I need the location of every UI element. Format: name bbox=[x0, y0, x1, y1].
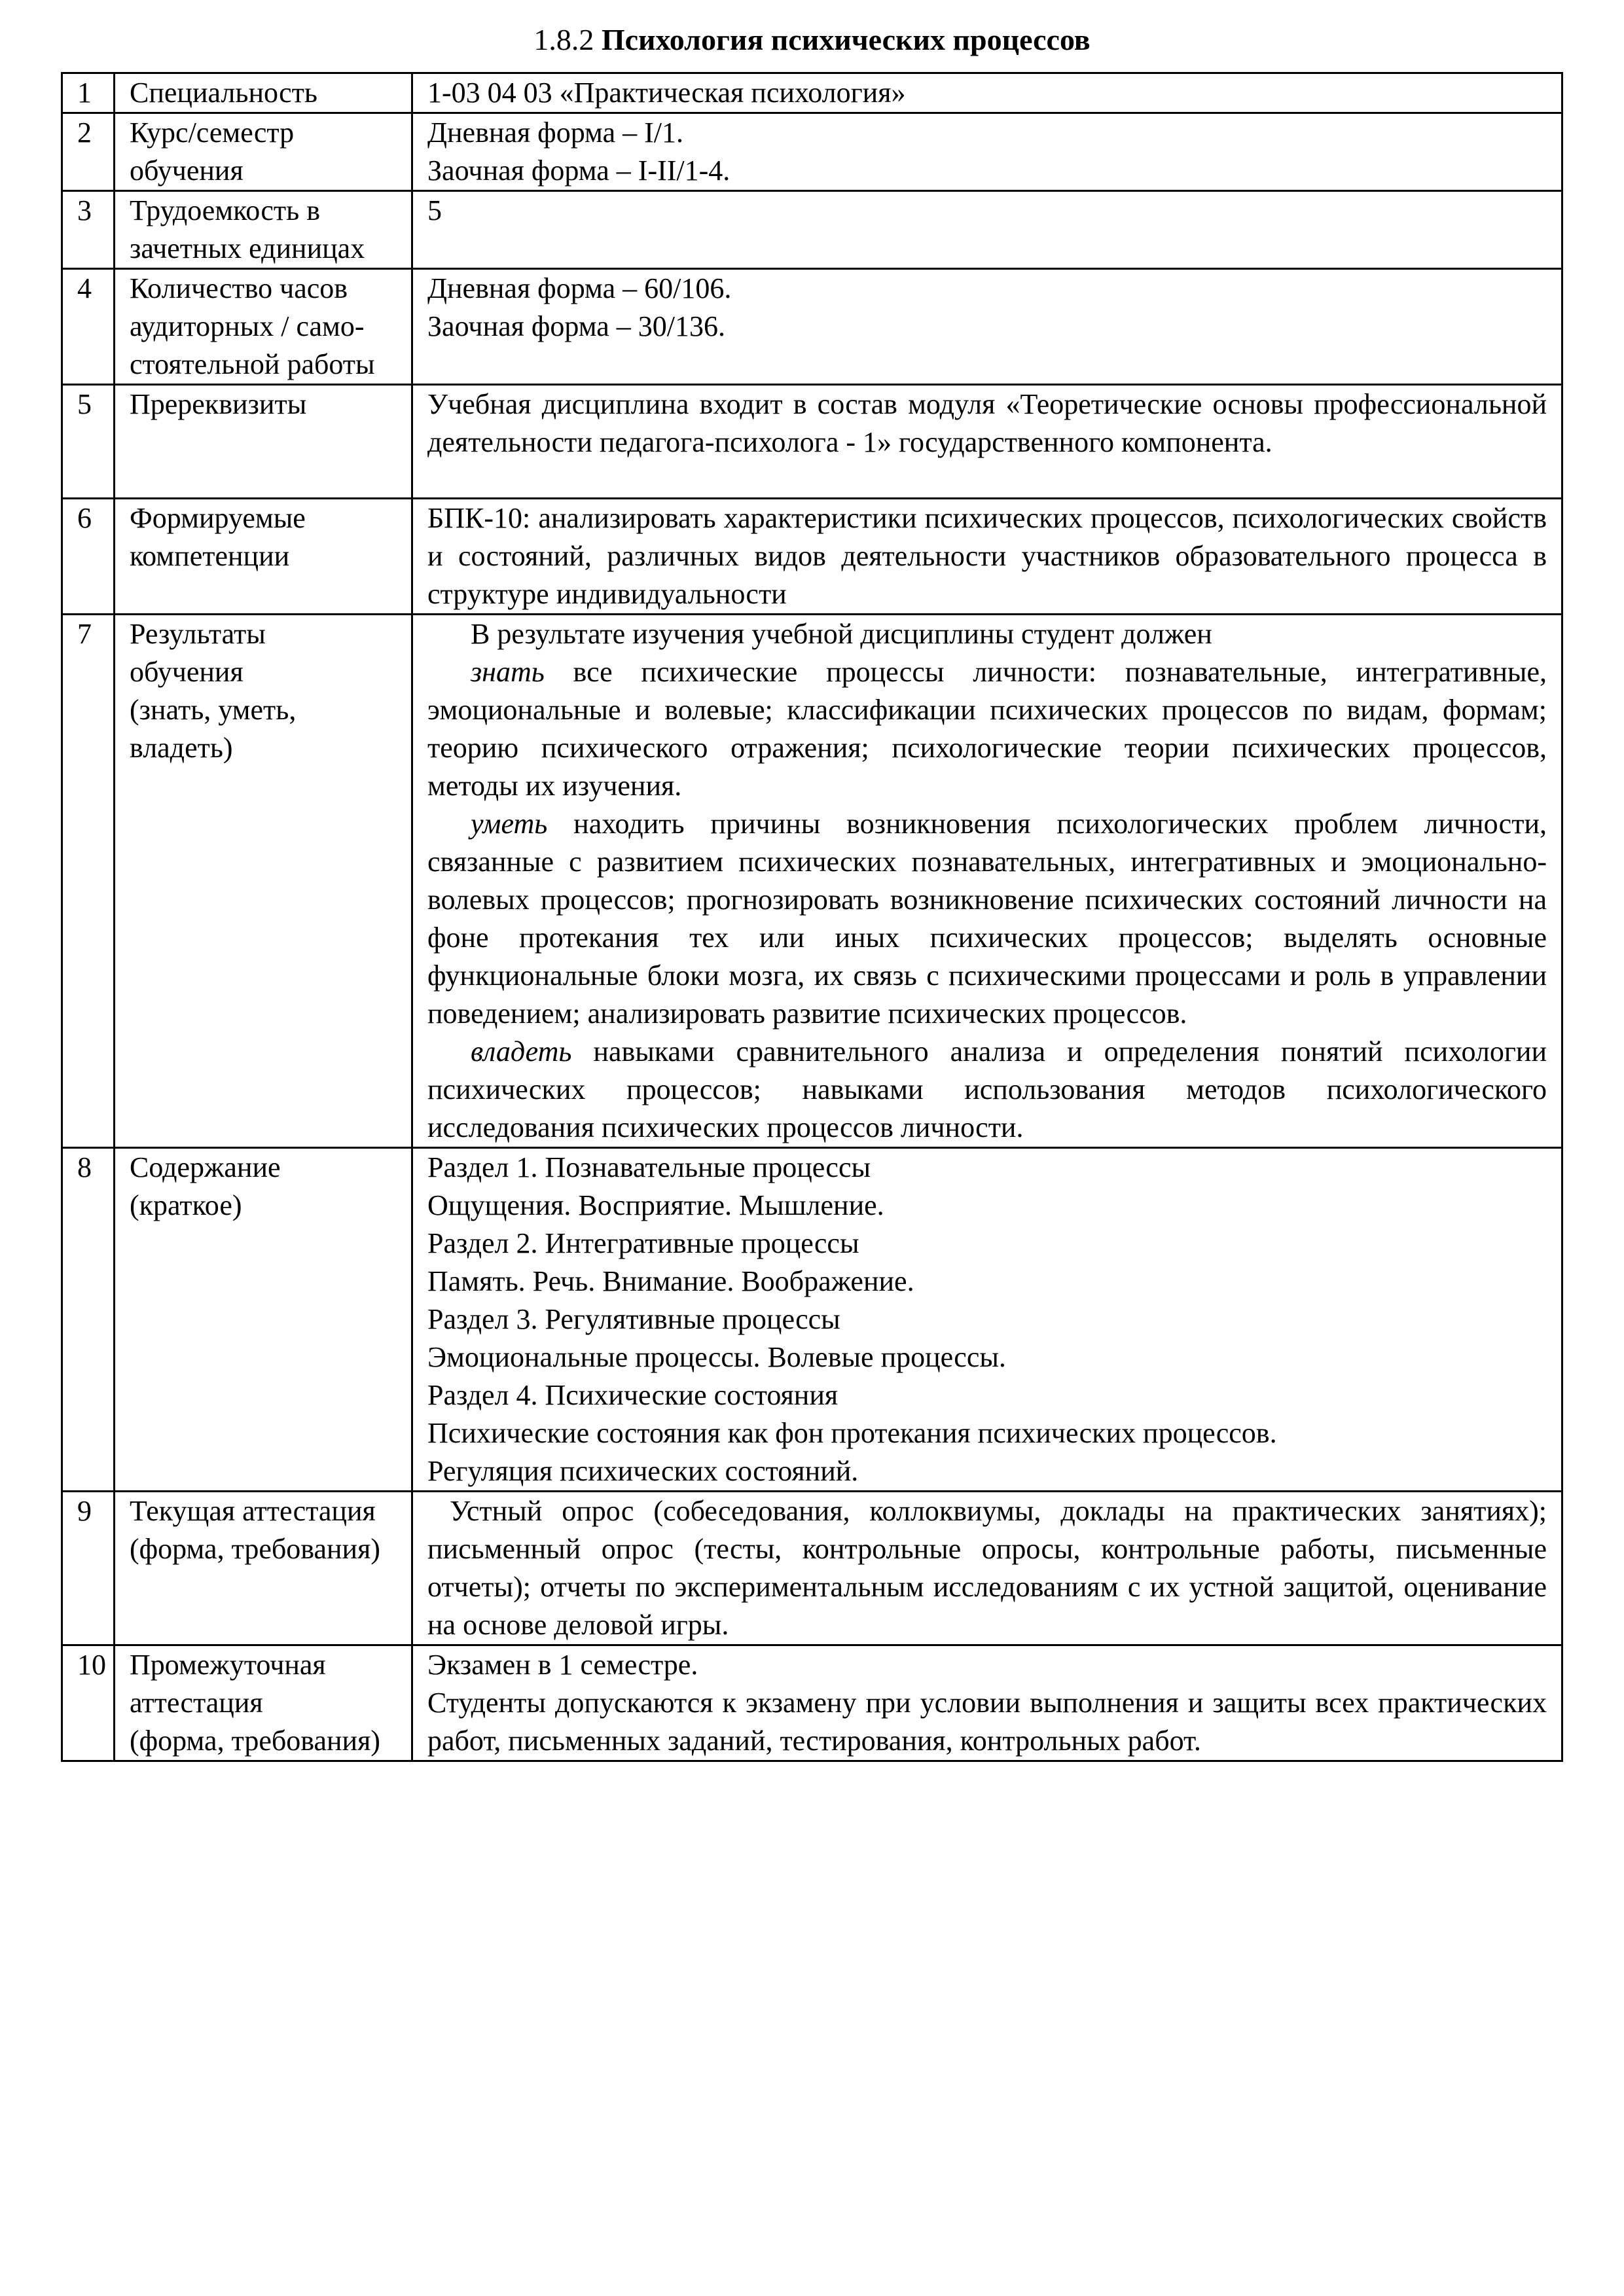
row-label-line: аттестация bbox=[130, 1687, 263, 1719]
row-number: 1 bbox=[62, 73, 115, 113]
content-section-3: Раздел 3. Регулятивные процессы bbox=[427, 1303, 840, 1335]
competencies-value: БПК-10: анализировать характеристики психических процессов, психологических свойств и состояний, различных видов деятельности участников образовательного процесса в структуре индивидуальности bbox=[412, 499, 1562, 615]
specialty-value: 1-03 04 03 «Практическая психология» bbox=[427, 77, 906, 109]
row-label-line: Пререквизиты bbox=[130, 388, 307, 420]
course-day-form: Дневная форма – I/1. bbox=[427, 117, 683, 149]
row-label bbox=[115, 615, 412, 1148]
table-row bbox=[62, 269, 1562, 385]
row-label bbox=[115, 113, 412, 191]
row-label-line: обучения bbox=[130, 154, 244, 187]
table-row bbox=[62, 191, 1562, 269]
outcomes-own bbox=[427, 1033, 1547, 1147]
content-topics-2: Память. Речь. Внимание. Воображение. bbox=[427, 1265, 914, 1297]
row-number: 5 bbox=[62, 385, 115, 499]
table-row bbox=[62, 1148, 1562, 1492]
table-row bbox=[62, 113, 1562, 191]
section-number: 1.8.2 bbox=[533, 23, 594, 56]
row-label bbox=[115, 1492, 412, 1645]
row-label-line: Специальность bbox=[130, 77, 317, 109]
row-label-line: Результаты bbox=[130, 618, 266, 650]
row-label-line: зачетных единицах bbox=[130, 232, 365, 264]
prerequisites-value: Учебная дисциплина входит в состав модуля «Теоретические основы профессиональной деятельности педагога-психолога - 1» государственного компонента. bbox=[412, 385, 1562, 499]
row-number: 6 bbox=[62, 499, 115, 615]
current-assessment-value: Устный опрос (собеседования, коллоквиумы, доклады на практических занятиях); письменный опрос (тесты, контрольные опросы, контрольные работы, письменные отчеты); отчеты по экспериментальным исследованиям с их устной защитой, оценивание на основе деловой игры. bbox=[412, 1492, 1562, 1645]
exam-semester: Экзамен в 1 семестре. bbox=[427, 1649, 698, 1681]
row-value bbox=[412, 113, 1562, 191]
table-row bbox=[62, 73, 1562, 113]
row-label-line: Количество часов bbox=[130, 272, 348, 304]
table-row bbox=[62, 499, 1562, 615]
row-label bbox=[115, 73, 412, 113]
outcomes-can bbox=[427, 805, 1547, 1033]
row-label-line: Промежуточная bbox=[130, 1649, 326, 1681]
row-value bbox=[412, 1645, 1562, 1761]
table-row bbox=[62, 1492, 1562, 1645]
discipline-card-table bbox=[61, 72, 1563, 1762]
own-keyword: владеть bbox=[471, 1035, 572, 1067]
row-label-line: Формируемые bbox=[130, 502, 306, 534]
table-row bbox=[62, 615, 1562, 1148]
row-value bbox=[412, 269, 1562, 385]
row-label-line: компетенции bbox=[130, 540, 290, 572]
row-label-line: аудиторных / само- bbox=[130, 310, 365, 342]
row-value bbox=[412, 73, 1562, 113]
credits-value: 5 bbox=[427, 194, 442, 226]
hours-extramural-form: Заочная форма – 30/136. bbox=[427, 310, 726, 342]
section-heading bbox=[0, 17, 1624, 63]
row-label-line: (краткое) bbox=[130, 1189, 242, 1221]
row-label-line: владеть) bbox=[130, 732, 233, 764]
table-row bbox=[62, 1645, 1562, 1761]
content-topics-4b: Регуляция психических состояний. bbox=[427, 1455, 859, 1487]
row-label-line: (форма, требования) bbox=[130, 1533, 380, 1565]
row-number: 4 bbox=[62, 269, 115, 385]
exam-admission-conditions: Студенты допускаются к экзамену при условии выполнения и защиты всех практических работ, письменных заданий, тестирования, контрольных работ. bbox=[427, 1687, 1547, 1757]
content-section-2: Раздел 2. Интегративные процессы bbox=[427, 1227, 859, 1259]
row-number: 2 bbox=[62, 113, 115, 191]
outcomes-intro: В результате изучения учебной дисциплины студент должен bbox=[471, 618, 1212, 650]
content-topics-1: Ощущения. Восприятие. Мышление. bbox=[427, 1189, 884, 1221]
can-keyword: уметь bbox=[471, 808, 548, 840]
own-text: навыками сравнительного анализа и определения понятий психологии психических процессов; навыками использования методов психологического исследования психических процессов личности. bbox=[427, 1035, 1547, 1143]
content-section-1: Раздел 1. Познавательные процессы bbox=[427, 1151, 871, 1183]
row-label-line: Курс/семестр bbox=[130, 117, 295, 149]
row-label-line: Содержание bbox=[130, 1151, 281, 1183]
course-extramural-form: Заочная форма – I-II/1-4. bbox=[427, 154, 731, 187]
row-label bbox=[115, 499, 412, 615]
table-row bbox=[62, 385, 1562, 499]
row-value bbox=[412, 615, 1562, 1148]
row-number: 9 bbox=[62, 1492, 115, 1645]
row-label-line: (знать, уметь, bbox=[130, 694, 297, 726]
row-label-line: Трудоемкость в bbox=[130, 194, 320, 226]
row-label-line: обучения bbox=[130, 656, 244, 688]
outcomes-know bbox=[427, 653, 1547, 805]
can-text: находить причины возникновения психологических проблем личности, связанные с развитием психических познавательных, интегративных и эмоционально-волевых процессов; прогнозировать возникновение психических состояний личности на фоне протекания тех или иных психических процессов; выделять основные функциональные блоки мозга, их связь с психическими процессами и роль в управлении поведением; анализировать развитие психических процессов. bbox=[427, 808, 1547, 1030]
content-topics-3: Эмоциональные процессы. Волевые процессы. bbox=[427, 1341, 1006, 1373]
content-topics-4a: Психические состояния как фон протекания психических процессов. bbox=[427, 1417, 1277, 1449]
row-number: 3 bbox=[62, 191, 115, 269]
row-number: 7 bbox=[62, 615, 115, 1148]
row-label bbox=[115, 191, 412, 269]
know-keyword: знать bbox=[471, 656, 545, 688]
row-label-line: (форма, требования) bbox=[130, 1725, 380, 1757]
content-list bbox=[412, 1148, 1562, 1492]
row-label-line: Текущая аттестация bbox=[130, 1495, 376, 1527]
section-title: Психология психических процессов bbox=[601, 23, 1091, 56]
row-label bbox=[115, 385, 412, 499]
content-section-4: Раздел 4. Психические состояния bbox=[427, 1379, 839, 1411]
row-label bbox=[115, 269, 412, 385]
know-text: все психические процессы личности: познавательные, интегративные, эмоциональные и волевые; классификации психических процессов по видам, формам; теорию психического отражения; психологические теории психических процессов, методы их изучения. bbox=[427, 656, 1547, 802]
row-label bbox=[115, 1148, 412, 1492]
hours-day-form: Дневная форма – 60/106. bbox=[427, 272, 732, 304]
row-value bbox=[412, 191, 1562, 269]
row-number: 10 bbox=[62, 1645, 115, 1761]
row-label bbox=[115, 1645, 412, 1761]
row-number: 8 bbox=[62, 1148, 115, 1492]
row-label-line: стоятельной работы bbox=[130, 348, 375, 380]
